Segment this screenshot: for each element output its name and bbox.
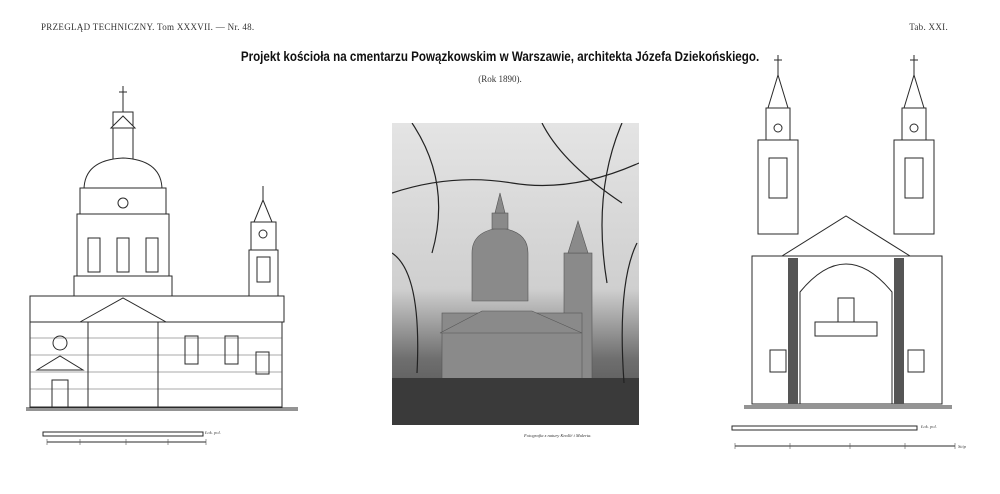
right-scale-label-bottom: Stóp (958, 444, 967, 449)
journal-header: PRZEGLĄD TECHNICZNY. Tom XXXVII. — Nr. 48. (41, 22, 255, 32)
year-subtitle: (Rok 1890). (478, 74, 522, 84)
plate-number: Tab. XXI. (909, 22, 948, 32)
right-scale-bars (732, 426, 955, 449)
photo-caption: Fotografia z natury Knollé i Mulerta. (524, 433, 592, 438)
section-left-tower (758, 55, 798, 234)
left-scale-label: Łok. pol. (205, 430, 221, 435)
right-scale-label-top: Łok. pol. (921, 424, 937, 429)
page-title: Projekt kościoła na cmentarzu Powązkowskim w Warszawie, architekta Józefa Dziekońskiego. (240, 49, 760, 64)
section-right-tower (894, 55, 934, 234)
section-body (744, 216, 952, 408)
